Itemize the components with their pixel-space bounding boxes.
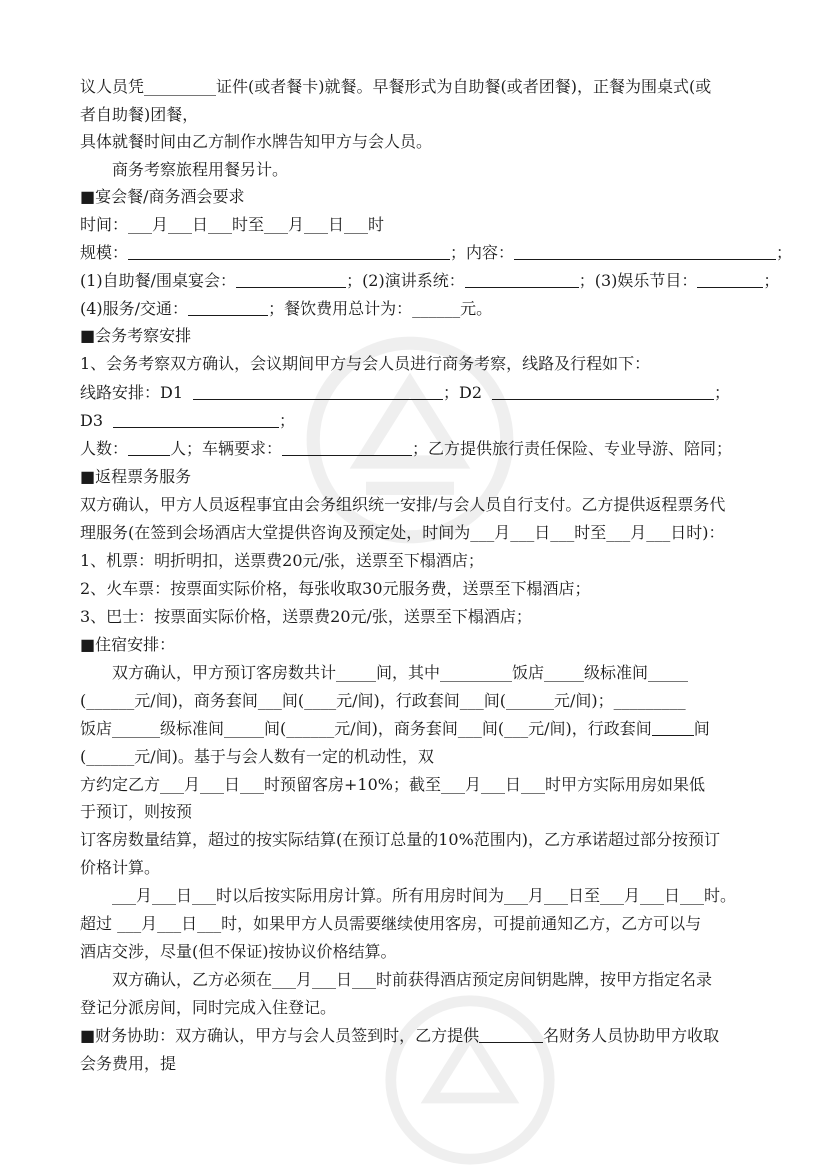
d3-blank[interactable] bbox=[113, 412, 279, 428]
tickets-item-1: 1、机票：明折明扣，送票费20元/张，送票至下榻酒店； bbox=[80, 551, 484, 570]
finance-line-1 bbox=[80, 1025, 770, 1047]
lodging-p3-unit: 间 bbox=[693, 719, 710, 738]
finance-staff-blank[interactable] bbox=[479, 1027, 543, 1043]
lodging-p2: (______元/间)，商务套间___间(____元/间)，行政套间___间(______元/间)；_________ bbox=[80, 691, 686, 710]
route-line bbox=[80, 382, 770, 404]
banquet-scale-line bbox=[80, 242, 793, 264]
item1-label: (1)自助餐/围桌宴会： bbox=[80, 271, 237, 290]
tickets-item-3: 3、巴士：按票面实际价格，送票费20元/张，送票至下榻酒店； bbox=[80, 607, 532, 626]
tickets-heading: ■返程票务服务 bbox=[80, 467, 192, 486]
lodging-p6: 于预订，则按预 bbox=[80, 802, 193, 821]
provides-text: ；乙方提供旅行责任保险、专业导游、陪同； bbox=[412, 439, 733, 458]
route-label: 线路安排：D1 bbox=[80, 383, 184, 402]
lodging-p4: (______元/间)。基于与会人数有一定的机动性，双 bbox=[80, 747, 434, 766]
banquet-heading: ■宴会餐/商务酒会要求 bbox=[80, 187, 245, 206]
banquet-items-line bbox=[80, 270, 780, 292]
vehicle-label: 人；车辆要求： bbox=[170, 439, 283, 458]
item2-label: ；(2)演讲系统： bbox=[346, 271, 465, 290]
lodging-p3: 饭店______级标准间_____间(______元/间)，商务套间___间(___元/间)，行政套间 bbox=[80, 719, 652, 738]
item3-end: ； bbox=[763, 271, 780, 290]
scale-end: ； bbox=[776, 243, 793, 262]
vehicle-blank[interactable] bbox=[282, 440, 412, 456]
d2-label: ；D2 bbox=[443, 383, 483, 402]
d2-end: ； bbox=[714, 383, 731, 402]
meal-line-4: 商务考察旅程用餐另计。 bbox=[112, 160, 289, 179]
meal-line-1: 议人员凭_________证件(或者餐卡)就餐。早餐形式为自助餐(或者团餐)，正餐为围桌式(或 bbox=[80, 77, 712, 96]
scale-label: 规模： bbox=[80, 243, 129, 262]
people-label: 人数： bbox=[80, 439, 129, 458]
d1-blank[interactable] bbox=[193, 384, 443, 400]
item3-blank[interactable] bbox=[697, 272, 763, 288]
lodging-p3-line bbox=[80, 718, 770, 740]
lodging-p5: 方约定乙方___月___日___时预留客房+10%；截至___月___日___时甲方实际用房如果低 bbox=[80, 775, 705, 794]
inspection-para: 1、会务考察双方确认，会议期间甲方与会人员进行商务考察，线路及行程如下： bbox=[80, 354, 651, 373]
lodging-p9: ___月___日___时以后按实际用房计算。所有用房时间为___月___日至___月___日___时。 bbox=[112, 886, 737, 905]
d2-blank[interactable] bbox=[492, 384, 714, 400]
tickets-para-2: 理服务(在签到会场酒店大堂提供咨询及预定处，时间为___月___日___时至___月___日时)： bbox=[80, 523, 725, 542]
people-blank[interactable] bbox=[128, 440, 170, 456]
lodging-p1: 双方确认，甲方预订客房数共计_____间，其中_________饭店_____级标准间_____ bbox=[112, 663, 689, 682]
d3-end: ； bbox=[279, 411, 296, 430]
lodging-p7: 订客房数量结算，超过的按实际结算(在预订总量的10%范围内)，乙方承诺超过部分按预订 bbox=[80, 830, 721, 849]
content-label: ；内容： bbox=[450, 243, 515, 262]
item4-label: (4)服务/交通： bbox=[80, 299, 189, 318]
lodging-p13: 登记分派房间，同时完成入住登记。 bbox=[80, 998, 337, 1017]
catering-total: ；餐饮费用总计为：______元。 bbox=[268, 299, 493, 318]
finance-text-a: ■财务协助：双方确认，甲方与会人员签到时，乙方提供 bbox=[80, 1026, 480, 1045]
banquet-service-line bbox=[80, 298, 770, 320]
content-blank[interactable] bbox=[514, 244, 776, 260]
d3-label: D3 bbox=[80, 411, 104, 430]
meal-line-3: 具体就餐时间由乙方制作水牌告知甲方与会人员。 bbox=[80, 132, 433, 151]
lodging-heading: ■住宿安排： bbox=[80, 635, 176, 654]
exec-suite-blank[interactable] bbox=[652, 720, 694, 736]
item2-blank[interactable] bbox=[465, 272, 579, 288]
item1-blank[interactable] bbox=[236, 272, 346, 288]
scale-blank[interactable] bbox=[128, 244, 450, 260]
d3-line bbox=[80, 410, 770, 432]
item3-label: ；(3)娱乐节目： bbox=[578, 271, 698, 290]
banquet-time: 时间：___月___日___时至___月___日___时 bbox=[80, 215, 385, 234]
people-line bbox=[80, 438, 770, 460]
lodging-p8: 价格计算。 bbox=[80, 858, 161, 877]
finance-line-2: 会务费用，提 bbox=[80, 1054, 177, 1073]
finance-text-b: 名财务人员协助甲方收取 bbox=[543, 1026, 720, 1045]
inspection-heading: ■会务考察安排 bbox=[80, 326, 192, 345]
lodging-p11: 酒店交涉，尽量(但不保证)按协议价格结算。 bbox=[80, 942, 397, 961]
tickets-item-2: 2、火车票：按票面实际价格，每张收取30元服务费，送票至下榻酒店； bbox=[80, 579, 591, 598]
tickets-para-1: 双方确认，甲方人员返程事宜由会务组织统一安排/与会人员自行支付。乙方提供返程票务代 bbox=[80, 495, 726, 514]
item4-blank[interactable] bbox=[188, 300, 268, 316]
lodging-p10: 超过 ___月___日___时，如果甲方人员需要继续使用客房，可提前通知乙方，乙方可以与 bbox=[80, 914, 702, 933]
lodging-p12: 双方确认，乙方必须在___月___日___时前获得酒店预定房间钥匙牌，按甲方指定名录 bbox=[112, 970, 713, 989]
meal-line-2: 者自助餐)团餐， bbox=[80, 105, 199, 124]
